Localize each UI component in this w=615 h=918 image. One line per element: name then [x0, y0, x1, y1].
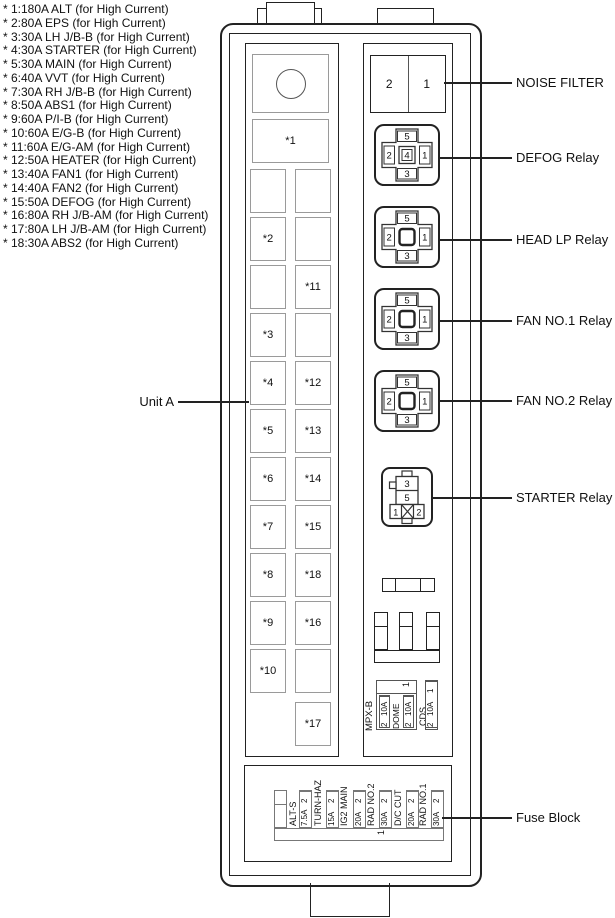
terminal-2: 2: [407, 791, 418, 803]
terminal-strip: [274, 828, 444, 841]
terminal-1: 1: [422, 232, 428, 244]
comb-base: [374, 650, 440, 663]
unit-a-slot: *10: [250, 649, 286, 693]
terminal-3: 3: [404, 169, 410, 180]
comb-prong: [399, 612, 413, 650]
unit-a-slot: [295, 169, 331, 213]
unit-a-slot: [250, 265, 286, 309]
mpx-b-fuse-label: MPX-B: [364, 700, 375, 731]
terminal-5: 5: [404, 295, 410, 307]
connector-bar: [382, 578, 435, 592]
terminal-2: 2: [426, 716, 437, 728]
terminal-2: 2: [300, 791, 311, 803]
unit-a-callout: Unit A: [139, 394, 174, 409]
fuse-rating: 10A: [404, 696, 413, 716]
leader-defog: [440, 157, 512, 159]
legend-item: * 8:50A ABS1 (for High Current): [3, 98, 172, 113]
bar-cell: [396, 579, 421, 591]
legend-item: * 13:40A FAN1 (for High Current): [3, 167, 179, 181]
terminal-1: 1: [422, 396, 428, 408]
noise-filter-terminal-1: 1: [423, 77, 431, 91]
fuse-slot: [326, 790, 339, 828]
fuse-label: RAD NO.2: [366, 783, 376, 826]
defog-relay-socket: [374, 124, 440, 186]
legend-item: * 3:30A LH J/B-B (for High Current): [3, 29, 190, 44]
defog-relay-callout: DEFOG Relay: [516, 150, 600, 165]
leader-fan2: [438, 400, 512, 402]
legend-item: * 18:30A ABS2 (for High Current): [3, 235, 179, 250]
terminal-3: 3: [404, 478, 410, 490]
legend-item: * 15:50A DEFOG (for High Current): [3, 194, 192, 209]
fuse-rating: 15A: [327, 811, 336, 826]
terminal-1: 1: [376, 830, 386, 836]
top-left-tab-inner: [266, 2, 315, 25]
terminal-1: 1: [422, 314, 428, 326]
legend: [3, 3, 218, 251]
unit-a-slot: *18: [295, 553, 331, 597]
terminal-1: 1: [422, 150, 428, 162]
terminal-2: 2: [380, 791, 391, 803]
legend-item: * 1:180A ALT (for High Current): [3, 2, 169, 16]
legend-item: * 5:30A MAIN (for High Current): [3, 57, 172, 71]
fuse-block: [244, 765, 452, 862]
mpx-dome-fuse-group: [376, 680, 417, 730]
cds-fuse-label: CDS: [418, 706, 428, 726]
leader-noise-filter: [444, 82, 512, 84]
fan-no1-relay-socket: [374, 288, 440, 350]
fuse-rating: 30A: [380, 811, 389, 826]
unit-a-slot: *11: [295, 265, 331, 309]
comb-prong: [426, 612, 440, 650]
terminal-2: 2: [386, 314, 392, 326]
terminal-5: 5: [404, 492, 410, 504]
terminal-2: 2: [432, 791, 443, 803]
legend-item: * 11:60A E/G-AM (for High Current): [3, 139, 191, 154]
terminal-2: 2: [404, 722, 413, 727]
fuse-block-callout: Fuse Block: [516, 810, 581, 825]
empty-fuse-slot: [274, 790, 287, 828]
fuse-label: TURN-HAZ: [313, 780, 323, 826]
terminal-1: 1: [393, 507, 399, 518]
comb-prong: [374, 612, 388, 650]
circle-mark: [276, 69, 306, 99]
legend-item: * 12:50A HEATER (for High Current): [3, 153, 197, 168]
legend-item: * 14:40A FAN2 (for High Current): [3, 180, 179, 195]
mpx-b-fuse: [379, 695, 390, 728]
unit-a-slot: [295, 649, 331, 693]
unit-a-slot: *16: [295, 601, 331, 645]
bar-cell: [383, 579, 396, 591]
cds-fuse: [425, 680, 438, 730]
unit-a-slot: *1: [252, 119, 329, 163]
terminal-3: 3: [404, 251, 410, 262]
terminal-strip: [377, 681, 416, 694]
bar-cell: [421, 579, 434, 591]
terminal-2: 2: [416, 507, 422, 518]
unit-a-slot: *6: [250, 457, 286, 501]
legend-item: * 17:80A LH J/B-AM (for High Current): [3, 222, 207, 236]
leader-starter: [433, 497, 512, 499]
legend-item: * 2:80A EPS (for High Current): [3, 15, 166, 30]
fan-no2-relay-callout: FAN NO.2 Relay: [516, 393, 613, 408]
fuse-label: D/C CUT: [393, 789, 403, 826]
fuse-slot: [299, 790, 312, 828]
unit-a-slot: *8: [250, 553, 286, 597]
terminal-2: 2: [327, 791, 338, 803]
unit-a-slot: *13: [295, 409, 331, 453]
terminal-4: 4: [404, 150, 410, 162]
terminal-1: 1: [426, 681, 437, 693]
starter-relay-callout: STARTER Relay: [516, 490, 613, 505]
unit-a-slot: *5: [250, 409, 286, 453]
unit-a-slot: *9: [250, 601, 286, 645]
leader-fan1: [438, 320, 512, 322]
fan-no1-relay-callout: FAN NO.1 Relay: [516, 313, 613, 328]
unit-a-slot: *3: [250, 313, 286, 357]
leader-head-lp: [438, 239, 512, 241]
fuse-rating: 20A: [407, 811, 416, 826]
fuse-slot: [353, 790, 366, 828]
dome-fuse: [403, 695, 414, 728]
unit-a-slot: [250, 169, 286, 213]
fuse-label: ALT-S: [288, 801, 298, 826]
terminal-5: 5: [404, 377, 410, 389]
bottom-tab: [310, 883, 390, 917]
unit-a-slot: *4: [250, 361, 286, 405]
fuse-rating: 20A: [354, 811, 363, 826]
noise-filter-connector: [370, 55, 446, 113]
head-lp-relay-socket: [374, 206, 440, 268]
fuse-slot: [379, 790, 392, 828]
unit-a-connector: [252, 54, 329, 113]
noise-filter-callout: NOISE FILTER: [516, 75, 604, 90]
terminal-3: 3: [404, 333, 410, 344]
legend-item: * 4:30A STARTER (for High Current): [3, 43, 197, 58]
legend-item: * 9:60A P/I-B (for High Current): [3, 112, 169, 126]
legend-item: * 6:40A VVT (for High Current): [3, 70, 165, 85]
starter-relay-socket: [381, 467, 433, 527]
noise-filter-terminal-2: 2: [371, 56, 409, 112]
legend-item: * 16:80A RH J/B-AM (for High Current): [3, 208, 209, 223]
unit-a-slot: [295, 313, 331, 357]
fuse-label: IG2 MAIN: [339, 786, 349, 826]
fuse-label: RAD NO.1: [418, 783, 428, 826]
leader-unit-a: [178, 401, 249, 403]
leader-fuse-block: [442, 817, 512, 819]
legend-item: * 7:30A RH J/B-B (for High Current): [3, 84, 192, 99]
terminal-2: 2: [386, 150, 392, 162]
terminal-2: 2: [380, 722, 389, 727]
terminal-2: 2: [354, 791, 365, 803]
unit-a-slot: *12: [295, 361, 331, 405]
legend-item: * 10:60A E/G-B (for High Current): [3, 125, 182, 140]
unit-a-slot: *17: [295, 702, 331, 746]
fuse-rating: 10A: [426, 701, 435, 716]
unit-a-slot: [295, 217, 331, 261]
terminal-1: 1: [401, 682, 411, 688]
terminal-3: 3: [404, 415, 410, 426]
fan-no2-relay-socket: [374, 370, 440, 432]
head-lp-relay-callout: HEAD LP Relay: [516, 232, 609, 247]
terminal-2: 2: [386, 396, 392, 408]
unit-a-slot: *2: [250, 217, 286, 261]
unit-a-block: [245, 43, 339, 757]
unit-a-slot: *7: [250, 505, 286, 549]
dome-fuse-label: DOME: [391, 703, 401, 729]
terminal-5: 5: [404, 213, 410, 225]
fuse-rating: 10A: [380, 696, 389, 716]
fuse-rating: 7.5A: [300, 809, 309, 826]
terminal-2: 2: [386, 232, 392, 244]
terminal-5: 5: [404, 131, 410, 143]
unit-a-slot: *15: [295, 505, 331, 549]
fuse-slot: [431, 790, 444, 828]
fuse-rating: 30A: [432, 811, 441, 826]
unit-a-slot: *14: [295, 457, 331, 501]
